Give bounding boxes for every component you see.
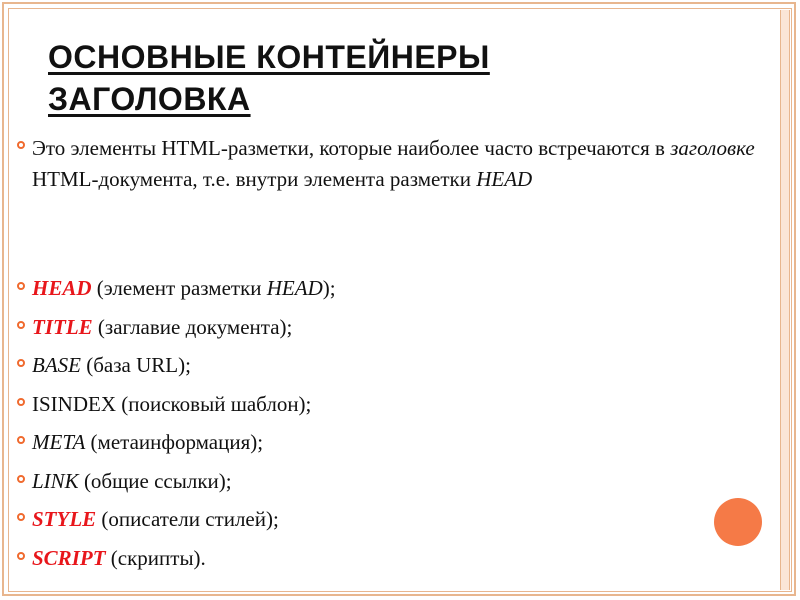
intro-text-middle: HTML-документа, т.е. внутри элемента разметки — [32, 167, 477, 191]
bullet-icon — [17, 141, 25, 149]
list-item-keyword: HEAD — [32, 276, 92, 300]
intro-italic-word: заголовке — [670, 136, 755, 160]
intro-italic-head: HEAD — [476, 167, 533, 191]
list-item-description: (поисковый шаблон); — [116, 391, 312, 416]
list-item-keyword: ISINDEX — [32, 391, 116, 416]
slide-title — [48, 36, 748, 120]
list-item — [32, 505, 752, 533]
slide-right-band — [780, 10, 790, 590]
list-item-keyword: BASE — [32, 353, 81, 377]
list-item — [32, 467, 752, 495]
list-item-description: (заглавие документа); — [92, 314, 293, 339]
list-item-keyword: LINK — [32, 468, 79, 493]
list-item — [32, 351, 752, 379]
bullet-icon — [17, 359, 25, 367]
bullet-icon — [17, 475, 25, 483]
list-item-description: (общие ссылки); — [78, 468, 232, 493]
list-item-keyword: SCRIPT — [32, 545, 106, 570]
list-item — [32, 428, 752, 456]
list-item-italic: HEAD — [266, 276, 323, 300]
decorative-circle-icon — [714, 498, 762, 546]
list-item-description: (элемент разметки — [91, 276, 267, 300]
slide-title-line-1: ОСНОВНЫЕ КОНТЕЙНЕРЫ — [48, 39, 490, 75]
list-item-description: (база URL); — [80, 353, 191, 377]
list-item-keyword: META — [32, 430, 86, 454]
list-item — [32, 274, 752, 302]
slide-title-line-2: ЗАГОЛОВКА — [48, 81, 251, 117]
bullet-icon — [17, 552, 25, 560]
list-item-keyword: TITLE — [32, 314, 93, 339]
bullet-icon — [17, 398, 25, 406]
list-item-description: (скрипты). — [105, 545, 206, 570]
bullet-icon — [17, 282, 25, 290]
bullet-icon — [17, 321, 25, 329]
list-item-description: (описатели стилей); — [96, 507, 279, 531]
intro-paragraph — [32, 133, 772, 195]
list-item-description: (метаинформация); — [85, 430, 264, 454]
list-item — [32, 544, 752, 572]
bullet-icon — [17, 513, 25, 521]
bullet-icon — [17, 436, 25, 444]
list-item-tail: ); — [322, 276, 336, 300]
list-item-keyword: STYLE — [32, 507, 97, 531]
list-item — [32, 313, 752, 341]
intro-text-start: Это элементы HTML-разметки, которые наиболее часто встречаются в — [32, 136, 671, 160]
list-item — [32, 390, 752, 418]
